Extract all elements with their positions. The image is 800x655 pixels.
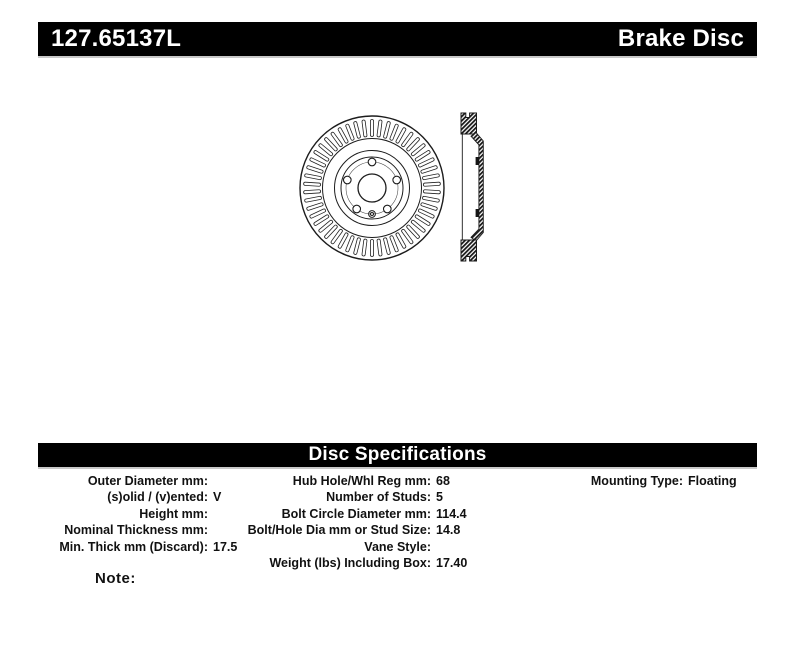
brake-disc-technical-drawing: [283, 96, 498, 268]
spec-value: [431, 539, 436, 555]
spec-column-left: [38, 473, 237, 555]
header-bar: [38, 22, 757, 58]
spec-row: [238, 539, 467, 555]
spec-value: [208, 522, 213, 538]
part-number: 127.65137L: [51, 25, 182, 52]
hat-wall-section: [471, 133, 483, 242]
hub-face-mark-upper: [476, 157, 479, 165]
product-type-title: Brake Disc: [617, 25, 744, 52]
spec-row: [238, 522, 467, 538]
disc-front-view: [300, 116, 444, 260]
spec-label: (s)olid / (v)ented:: [107, 490, 208, 505]
spec-label: Bolt/Hole Dia mm or Stud Size:: [247, 523, 431, 538]
vent-slot-ring: [304, 120, 441, 257]
spec-label: Bolt Circle Diameter mm:: [281, 506, 431, 521]
spec-row: [238, 506, 467, 522]
hub-face-mark-lower: [476, 209, 479, 217]
spec-value: 114.4: [436, 506, 467, 521]
spec-label: Weight (lbs) Including Box:: [269, 556, 431, 571]
spec-value: 17.40: [436, 556, 468, 571]
spec-row: [38, 489, 237, 505]
spec-row: [38, 539, 237, 555]
spec-value: Floating: [688, 474, 737, 488]
spec-label: Outer Diameter mm:: [87, 474, 208, 488]
spec-column-middle: [238, 473, 467, 571]
spec-value: 17.5: [213, 539, 238, 554]
spec-row: [238, 555, 467, 571]
spec-column-right: [543, 473, 737, 489]
spec-section-title: Disc Specifications: [308, 444, 487, 465]
spec-label: Number of Studs:: [326, 490, 431, 505]
spec-label: Nominal Thickness mm:: [64, 523, 208, 538]
spec-row: [38, 522, 237, 538]
spec-row: [238, 489, 467, 505]
spec-table: [38, 473, 757, 573]
spec-section-bar: [38, 443, 757, 469]
spec-value: 5: [436, 490, 443, 505]
spec-label: Min. Thick mm (Discard):: [59, 539, 208, 554]
spec-value: 68: [436, 474, 450, 488]
spec-row: [238, 473, 467, 489]
spec-label: Hub Hole/Whl Reg mm:: [292, 474, 431, 488]
spec-label: Height mm:: [139, 506, 208, 521]
spec-label: Vane Style:: [364, 539, 431, 554]
hub-center-hole: [358, 174, 386, 202]
spec-row: [543, 473, 737, 489]
spec-value: [208, 473, 213, 489]
spec-row: [38, 506, 237, 522]
spec-value: V: [213, 490, 222, 505]
friction-ring-top-section: [461, 113, 477, 134]
spec-value: 14.8: [436, 523, 461, 538]
friction-ring-bottom-section: [461, 240, 477, 261]
spec-label: Mounting Type:: [590, 474, 683, 488]
spec-value: [208, 506, 213, 522]
spec-row: [38, 473, 237, 489]
disc-cross-section-view: [461, 113, 483, 261]
note-label: Note:: [95, 570, 136, 587]
